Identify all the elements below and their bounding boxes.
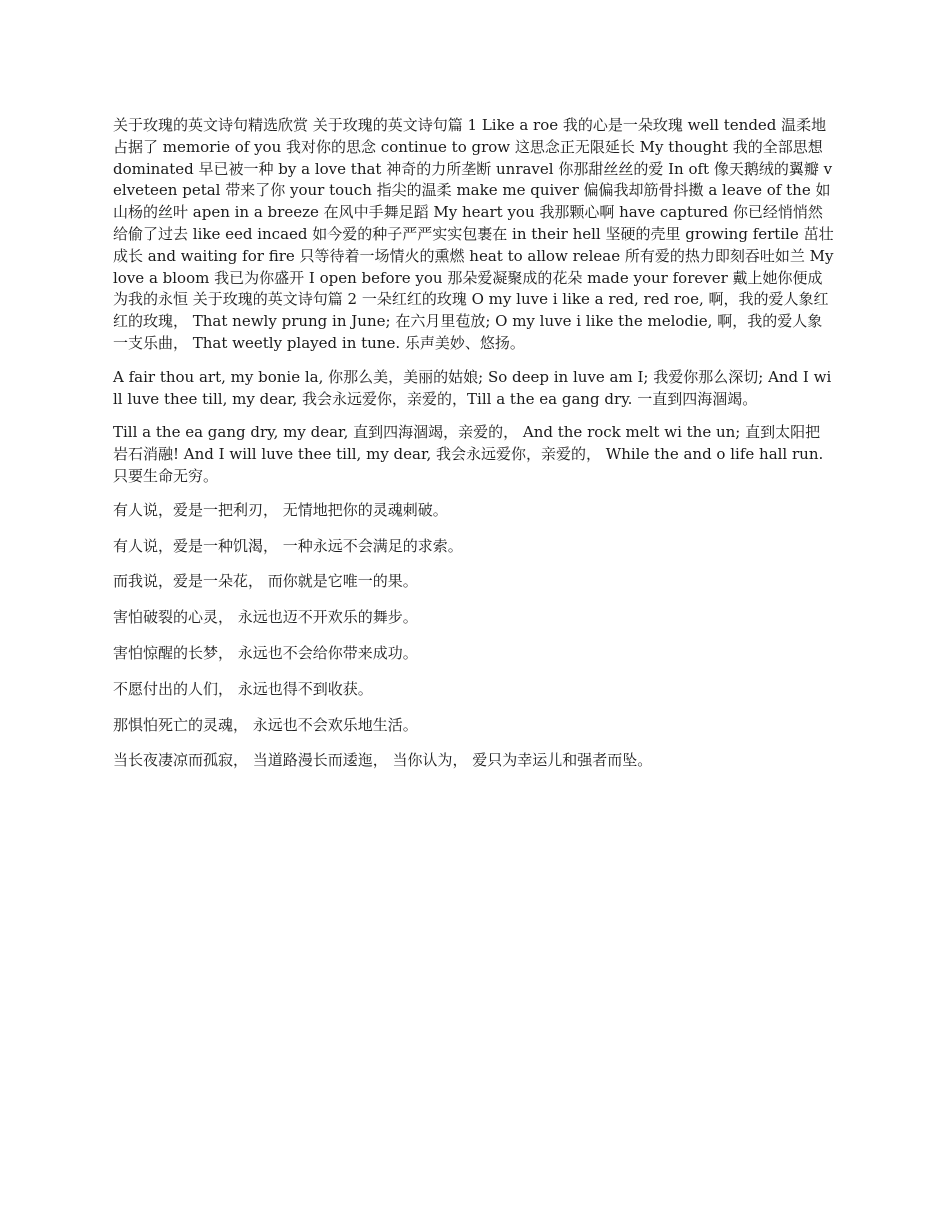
paragraph-love-flower: 而我说，爱是一朵花， 而你就是它唯一的果。 bbox=[113, 572, 418, 591]
paragraph-fair-thou-art: A fair thou art, my bonie la, 你那么美，美丽的姑娘; So deep in luve am I; 我爱你那么深切; And I will luve thee till, my dear, 我会永远爱你，亲爱的，Till a the ea gang dry. 一直到四海涸竭。 bbox=[113, 367, 832, 408]
paragraph-long-night: 当长夜凄凉而孤寂， 当道路漫长而逶迤， 当你认为， 爱只为幸运儿和强者而坠。 bbox=[113, 751, 653, 770]
paragraph-fear-death: 那惧怕死亡的灵魂， 永远也不会欢乐地生活。 bbox=[113, 715, 418, 734]
paragraph-rose-poem-intro: 关于玫瑰的英文诗句精选欣赏 关于玫瑰的英文诗句篇 1 Like a roe 我的心是一朵玫瑰 well tended 温柔地占据了 memorie of you 我对你的思念 continue to grow 这思念正无限延长 My thought 我的全部思想 dominated 早已被一种 by a love that 神奇的力所垄断 unravel 你那甜丝丝的爱 In oft 像天鹅绒的翼瓣 velveteen petal 带来了你 your touch 指尖的温柔 make me quiver 偏偏我却筋骨抖擞 a leave of the 如山杨的丝叶 apen in a breeze 在风中手舞足蹈 My heart you 我那颗心啊 have captured 你已经悄悄然给偷了过去 like eed incaed 如今爱的种子严严实实包裹在 in their hell 坚硬的壳里 growing fertile 茁壮成长 and waiting for fire 只等待着一场情火的熏燃 heat to allow releae 所有爱的热力即刻吞吐如兰 My love a bloom 我已为你盛开 I open before you 那朵爱凝聚成的花朵 made your forever 戴上她你便成为我的永恒 关于玫瑰的英文诗句篇 2 一朵红红的玫瑰 O my luve i like a red, red roe, 啊，我的爱人象红红的玫瑰， That newly prung in June; 在六月里苞放; O my luve i like the melodie, 啊，我的爱人象一支乐曲， That weetly played in tune. 乐声美妙、悠扬。 bbox=[113, 116, 834, 352]
paragraph-broken-heart: 害怕破裂的心灵， 永远也迈不开欢乐的舞步。 bbox=[113, 608, 418, 627]
paragraph-till-the-seas: Till a the ea gang dry, my dear, 直到四海涸竭，亲爱的， And the rock melt wi the un; 直到太阳把岩石消融! And I will luve thee till, my dear, 我会永远爱你，亲爱的， While the and o life hall run. 只要生命无穷。 bbox=[113, 423, 824, 485]
paragraph-unwilling-give: 不愿付出的人们， 永远也得不到收获。 bbox=[113, 679, 373, 698]
paragraph-long-dream: 害怕惊醒的长梦， 永远也不会给你带来成功。 bbox=[113, 643, 418, 662]
paragraph-love-blade: 有人说，爱是一把利刃， 无情地把你的灵魂刺破。 bbox=[113, 500, 448, 519]
paragraph-love-thirst: 有人说，爱是一种饥渴， 一种永远不会满足的求索。 bbox=[113, 536, 463, 555]
document-body bbox=[113, 115, 835, 786]
